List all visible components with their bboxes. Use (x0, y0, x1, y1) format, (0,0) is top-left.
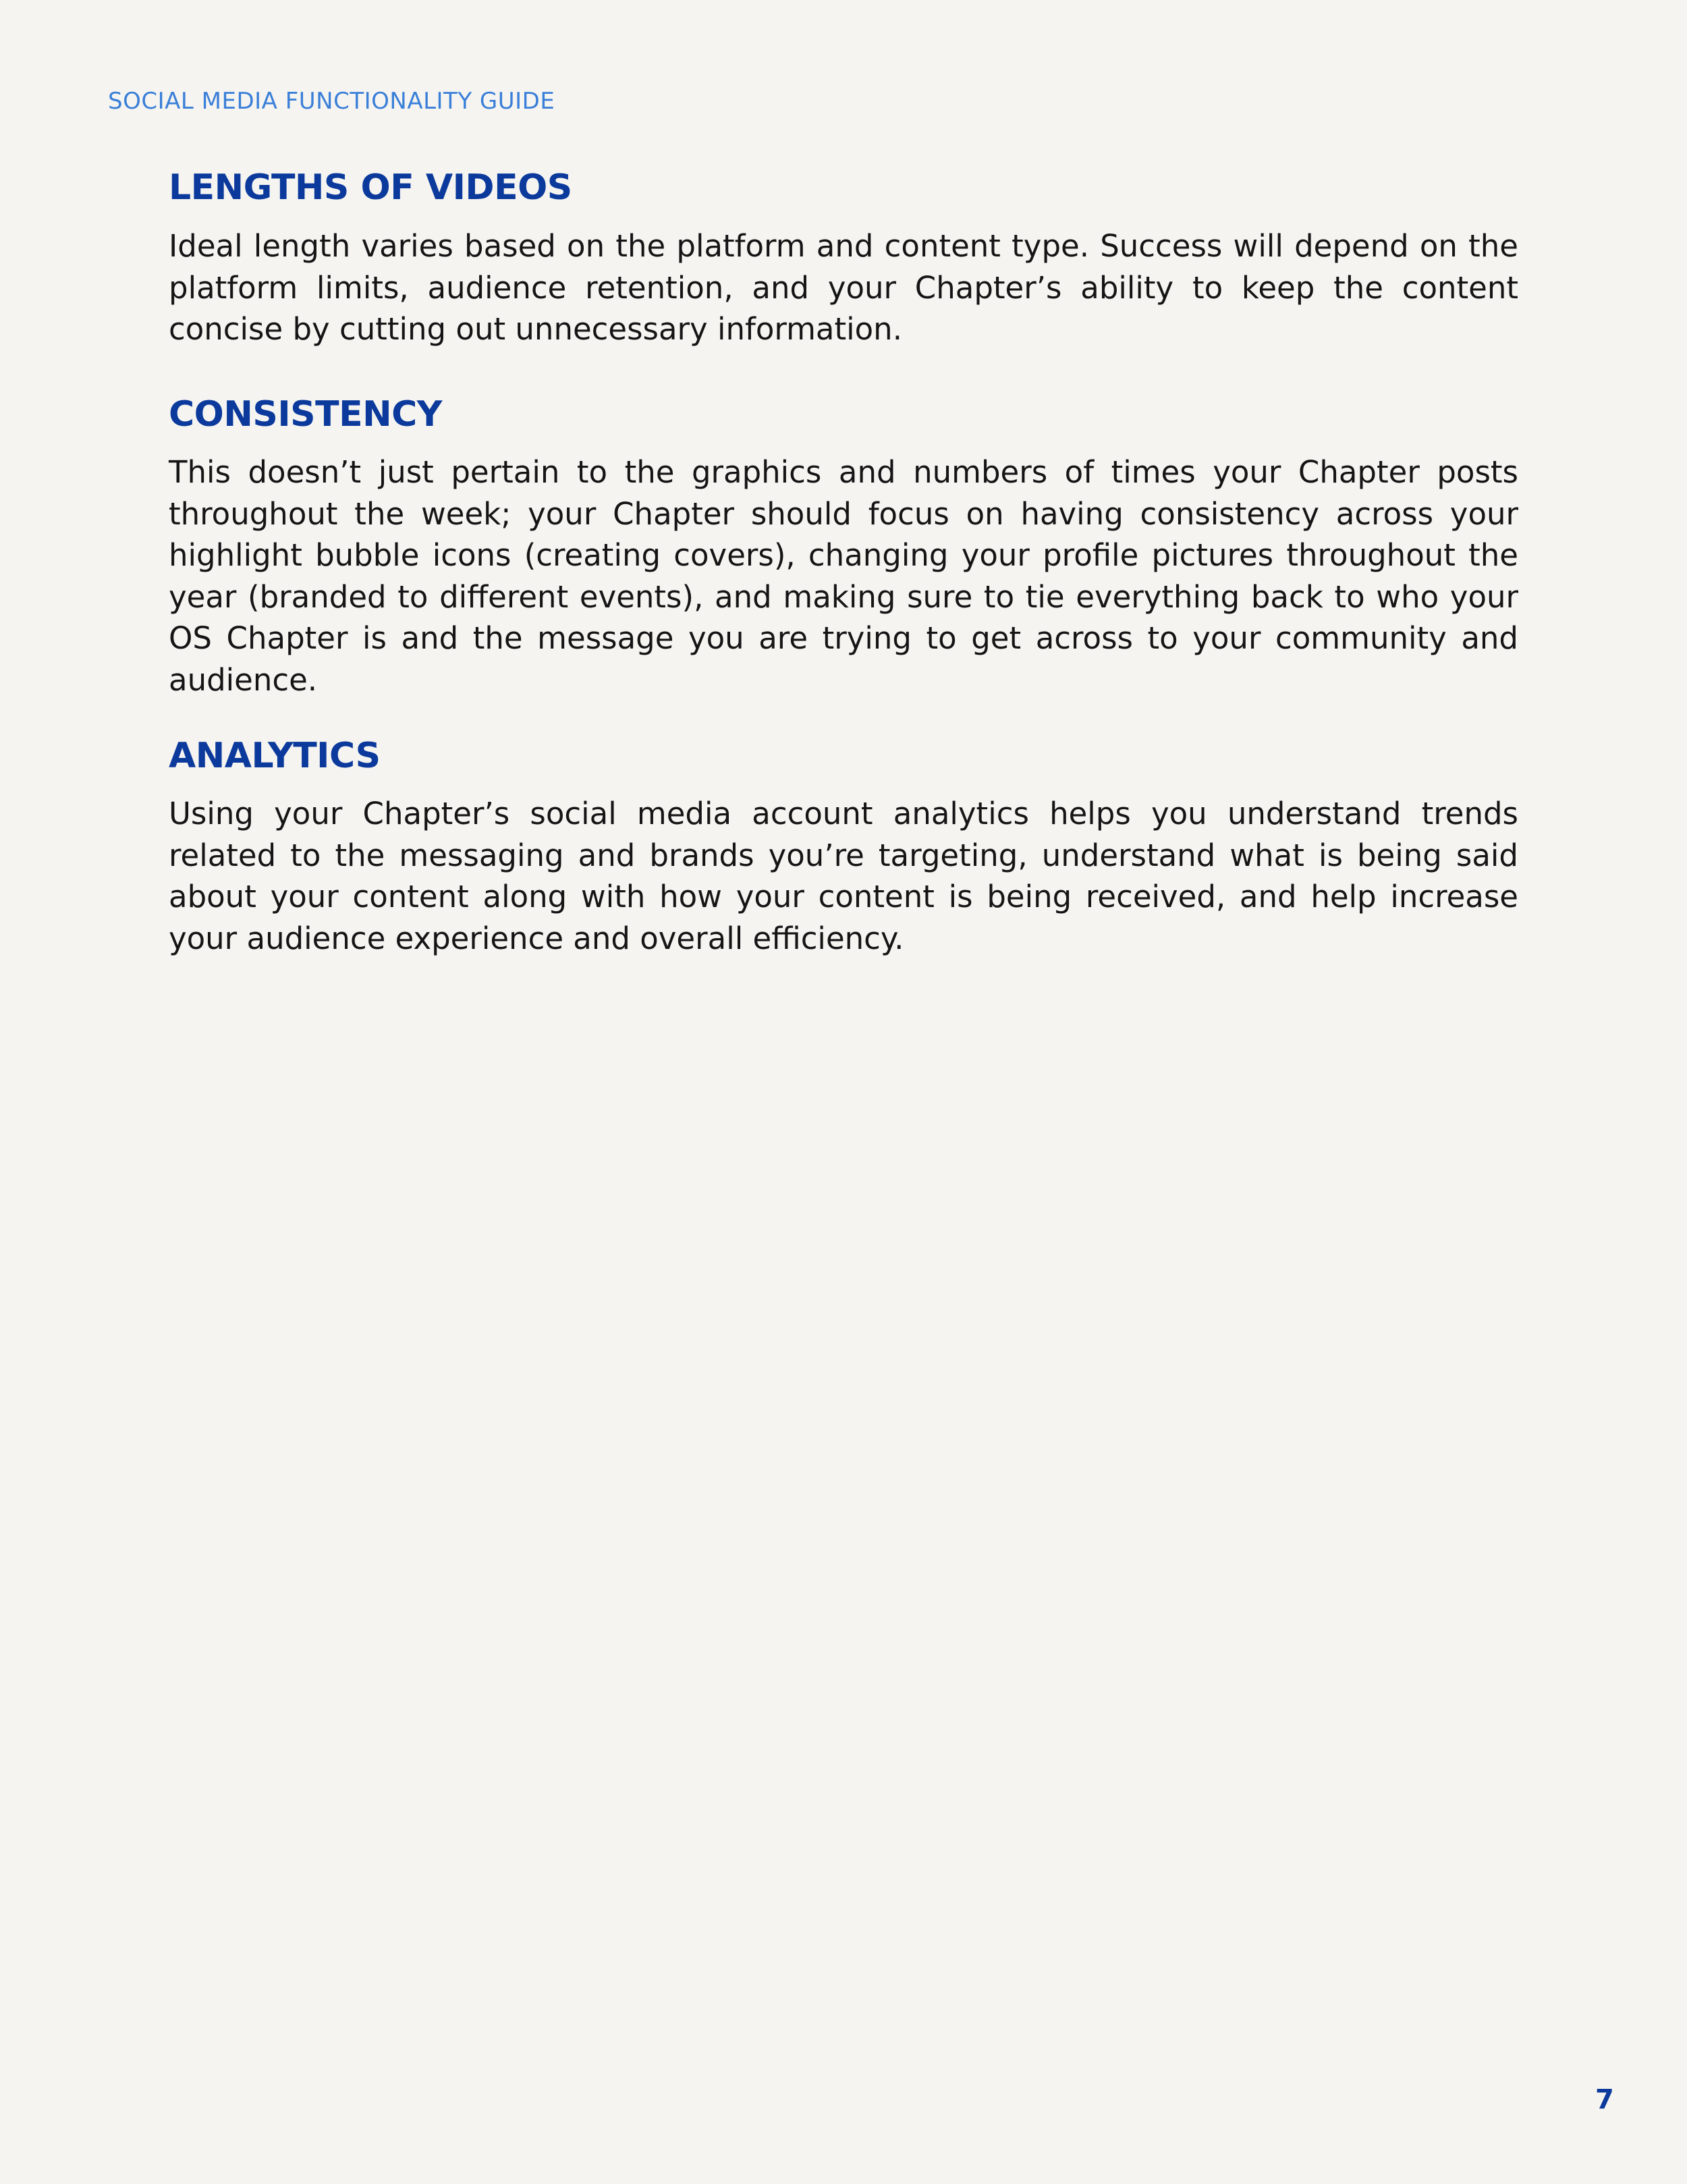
section-body-consistency: This doesn’t just pertain to the graphics and numbers of times your Chapter posts throughout the week; your Chapter should focus on having consistency across your highlight bubble icons (creating covers), changing your profile pictures throughout the year (branded to different events), and making sure to tie everything back to who your OS Chapter is and the message you are trying to get across to your community and audience. (169, 454, 1518, 698)
page-number: 7 (1595, 2084, 1614, 2115)
section-heading-lengths-of-videos: LENGTHS OF VIDEOS (169, 167, 572, 208)
section-body-analytics: Using your Chapter’s social media account analytics helps you understand trends related to the messaging and brands you’re targeting, understand what is being said about your content along with how your content is being received, and help increase your audience experience and overall efficiency. (169, 796, 1518, 956)
section-body-lengths-of-videos: Ideal length varies based on the platform and content type. Success will depend on the platform limits, audience retention, and your Chapter’s ability to keep the content concise by cutting out unnecessary information. (169, 228, 1518, 347)
section-heading-consistency: CONSISTENCY (169, 394, 442, 435)
section-heading-analytics: ANALYTICS (169, 736, 381, 776)
running-header: SOCIAL MEDIA FUNCTIONALITY GUIDE (108, 88, 555, 115)
